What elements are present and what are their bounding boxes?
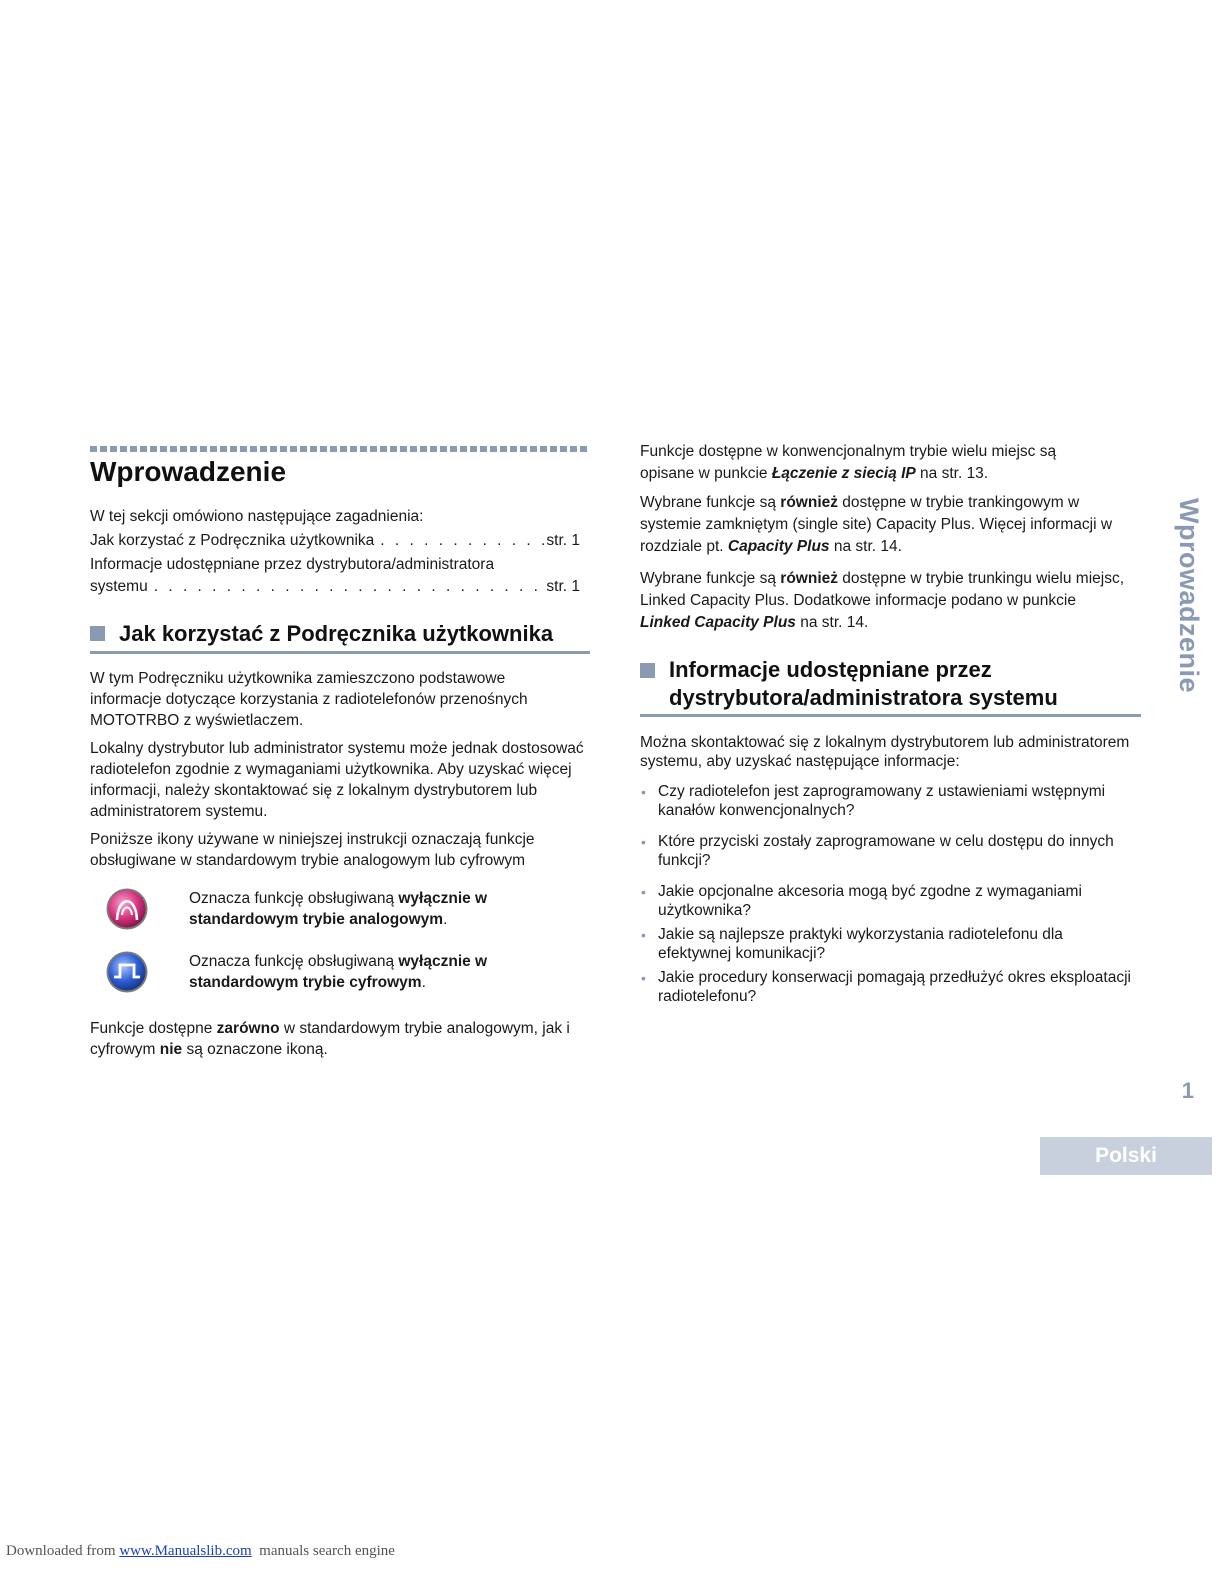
section-title bbox=[669, 656, 1058, 712]
list-item bbox=[640, 968, 1140, 1006]
analog-mode-legend bbox=[105, 887, 585, 931]
list-item-text: Jakie są najlepsze praktyki wykorzystania radiotelefonu dla efektywnej komunikacji? bbox=[658, 926, 1063, 962]
toc-leader bbox=[154, 576, 545, 598]
bullet-icon: • bbox=[641, 927, 646, 943]
text-run: Funkcje dostępne bbox=[90, 1020, 217, 1037]
bullet-icon: • bbox=[641, 884, 646, 900]
text-run: Funkcje dostępne w konwencjonalnym trybie wielu miejsc są opisane w punkcie bbox=[640, 443, 1057, 482]
section-title: Jak korzystać z Podręcznika użytkownika bbox=[119, 621, 554, 646]
bullet-icon: • bbox=[641, 784, 646, 800]
legend-bold-text: wyłącznie w standardowym trybie cyfrowym bbox=[189, 953, 488, 991]
cross-reference-link[interactable]: Linked Capacity Plus bbox=[640, 614, 796, 631]
paragraph bbox=[90, 1018, 585, 1060]
list-item-text: Które przyciski zostały zaprogramowane w celu dostępu do innych funkcji? bbox=[658, 833, 1114, 869]
toc-entry-page: str. 1 bbox=[546, 532, 580, 549]
section-rule bbox=[90, 651, 590, 654]
info-list bbox=[640, 782, 1140, 1006]
footer-text: manuals search engine bbox=[251, 1543, 395, 1559]
toc-entry[interactable] bbox=[90, 576, 580, 598]
digital-mode-legend bbox=[105, 950, 585, 994]
legend-text: Oznacza funkcję obsługiwaną bbox=[189, 953, 399, 970]
download-footer bbox=[6, 1543, 395, 1560]
bold-text: również bbox=[780, 494, 838, 511]
text-run: na str. 14. bbox=[829, 538, 902, 555]
list-item-text: Jakie procedury konserwacji pomagają przedłużyć okres eksploatacji radiotelefonu? bbox=[658, 969, 1131, 1005]
paragraph: Można skontaktować się z lokalnym dystrybutorem lub administratorem systemu, aby uzyskać następujące informacje: bbox=[640, 734, 1130, 770]
page-number: 1 bbox=[1181, 1078, 1194, 1103]
text-run: dostępne w trybie trankingowym w systemie zamkniętym (single site) Capacity Plus. Więcej informacji w rozdziale pt. bbox=[640, 494, 1113, 555]
chapter-intro: W tej sekcji omówiono następujące zagadnienia: bbox=[90, 508, 424, 525]
chapter-side-tab: Wprowadzenie bbox=[1174, 498, 1204, 694]
text-run: są oznaczone ikoną. bbox=[182, 1041, 328, 1058]
text-run: dostępne w trybie trunkingu wielu miejsc, Linked Capacity Plus. Dodatkowe informacje podano w punkcie bbox=[640, 570, 1125, 609]
toc-entry-line1[interactable] bbox=[90, 554, 580, 576]
paragraph: W tym Podręczniku użytkownika zamieszczono podstawowe informacje dotyczące korzystania z radiotelefonów przenośnych MOTOTRBO z wyświetlaczem. bbox=[90, 670, 528, 729]
footer-text: Downloaded from bbox=[6, 1543, 120, 1559]
list-item-text: Czy radiotelefon jest zaprogramowany z ustawieniami wstępnymi kanałów konwencjonalnych? bbox=[658, 783, 1106, 819]
cross-reference-link[interactable]: Łączenie z siecią IP bbox=[771, 465, 916, 482]
bullet-icon: • bbox=[641, 834, 646, 850]
text-run: na str. 14. bbox=[795, 614, 869, 631]
section-rule bbox=[640, 714, 1141, 717]
list-item-text: Jakie opcjonalne akcesoria mogą być zgodne z wymaganiami użytkownika? bbox=[658, 883, 1082, 919]
digital-mode-icon bbox=[105, 950, 149, 994]
list-item bbox=[640, 832, 1140, 870]
analog-mode-icon bbox=[105, 887, 149, 931]
paragraph: Lokalny dystrybutor lub administrator systemu może jednak dostosować radiotelefon zgodnie z wymaganiami użytkownika. Aby uzyskać więcej informacji, należy skontaktować się z lokalnym dystrybutorem lub administratorem systemu. bbox=[90, 740, 584, 820]
section-heading-how-to-use bbox=[90, 620, 590, 648]
bold-text: również bbox=[780, 570, 838, 587]
paragraph bbox=[640, 568, 1130, 634]
analog-mode-description bbox=[189, 888, 585, 930]
text-run: w standardowym trybie analogowym, jak i cyfrowym bbox=[90, 1020, 570, 1058]
section-title-line: dystrybutora/administratora systemu bbox=[669, 685, 1058, 710]
list-item bbox=[640, 925, 1140, 963]
section-title-line: Informacje udostępniane przez bbox=[669, 657, 992, 682]
legend-end: . bbox=[421, 974, 426, 991]
bullet-icon: • bbox=[641, 970, 646, 986]
bold-text: nie bbox=[159, 1041, 183, 1058]
text-run: Wybrane funkcje są bbox=[640, 570, 781, 587]
section-heading-distributor-info bbox=[640, 656, 1140, 712]
digital-mode-description bbox=[189, 951, 585, 993]
bold-text: zarówno bbox=[216, 1020, 280, 1037]
toc-entry-page: str. 1 bbox=[546, 578, 580, 595]
legend-end: . bbox=[443, 911, 448, 928]
paragraph: Poniższe ikony używane w niniejszej instrukcji oznaczają funkcje obsługiwane w standardowym trybie analogowym lub cyfrowym bbox=[90, 831, 535, 869]
toc-entry-label: systemu bbox=[90, 578, 148, 595]
list-item bbox=[640, 882, 1140, 920]
paragraph bbox=[640, 492, 1140, 558]
section-square-icon bbox=[90, 626, 105, 641]
toc-leader bbox=[380, 530, 544, 552]
text-run: Wybrane funkcje są bbox=[640, 494, 781, 511]
footer-link[interactable]: www.Manualslib.com bbox=[119, 1543, 252, 1559]
text-run: na str. 13. bbox=[915, 465, 989, 482]
toc-entry-label: Informacje udostępniane przez dystrybutora/administratora bbox=[90, 556, 495, 573]
paragraph bbox=[640, 441, 1110, 485]
chapter-dotted-rule bbox=[90, 446, 590, 452]
section-square-icon bbox=[640, 663, 655, 678]
toc-entry-label: Jak korzystać z Podręcznika użytkownika bbox=[90, 532, 375, 549]
toc-entry[interactable] bbox=[90, 530, 580, 552]
legend-text: Oznacza funkcję obsługiwaną bbox=[189, 890, 399, 907]
language-tab: Polski bbox=[1040, 1137, 1212, 1175]
legend-bold-text: wyłącznie w standardowym trybie analogowym bbox=[189, 890, 488, 928]
chapter-title: Wprowadzenie bbox=[90, 456, 287, 487]
list-item bbox=[640, 782, 1140, 820]
cross-reference-link[interactable]: Capacity Plus bbox=[727, 538, 830, 555]
table-of-contents bbox=[90, 530, 580, 598]
